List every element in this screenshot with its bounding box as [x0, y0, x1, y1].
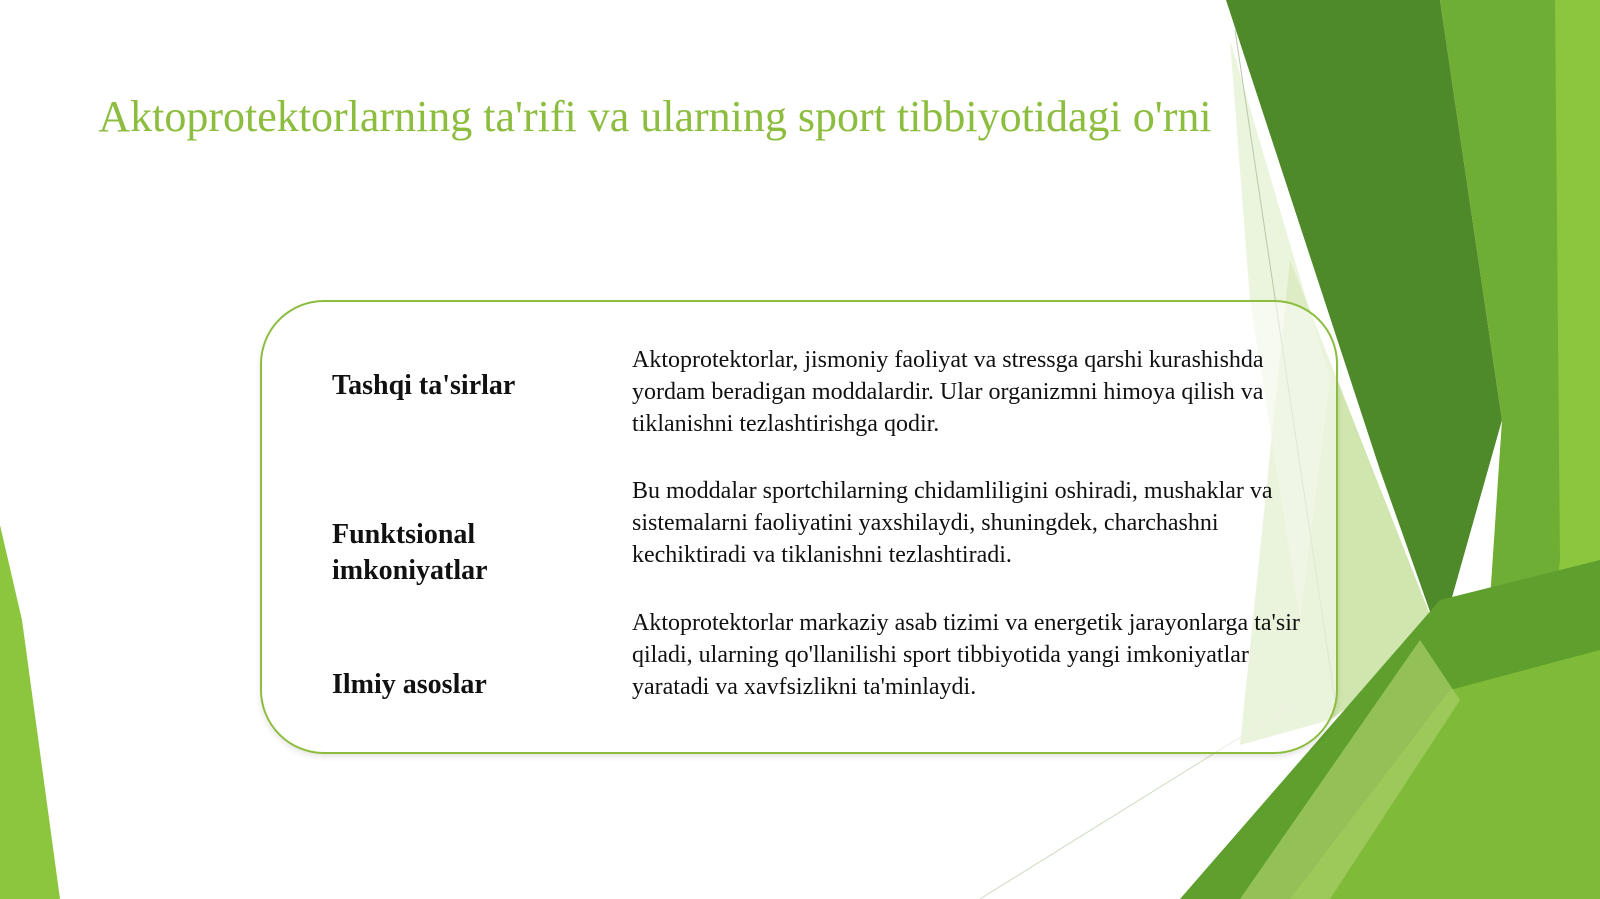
row-text-funktsional: Bu moddalar sportchilarning chidamliligini oshiradi, mushaklar va sistemalarni faoliyatini yaxshilaydi, shuningdek, charchashni kechiktiradi va tiklanishni tezlashtiradi. [632, 478, 1273, 568]
left-green-sliver [0, 525, 60, 899]
slide-title: Aktoprotektorlarning ta'rifi va ularning sport tibbiyotidagi o'rni [98, 92, 1212, 141]
row-label-funktsional: Funktsional imkoniyatlar [332, 519, 488, 586]
row-text-tashqi: Aktoprotektorlar, jismoniy faoliyat va stressga qarshi kurashishda yordam beradigan moddalardir. Ular organizmni himoya qilish va tiklanishni tezlashtirishga qodir. [632, 347, 1264, 437]
row-text-ilmiy: Aktoprotektorlar markaziy asab tizimi va energetik jarayonlarga ta'sir qiladi, ularning qo'llanilishi sport tibbiyotida yangi imkoniyatlar yaratadi va xavfsizlikni ta'minlaydi. [632, 610, 1300, 700]
row-label-ilmiy: Ilmiy asoslar [332, 669, 487, 700]
row-label-tashqi: Tashqi ta'sirlar [332, 370, 516, 401]
